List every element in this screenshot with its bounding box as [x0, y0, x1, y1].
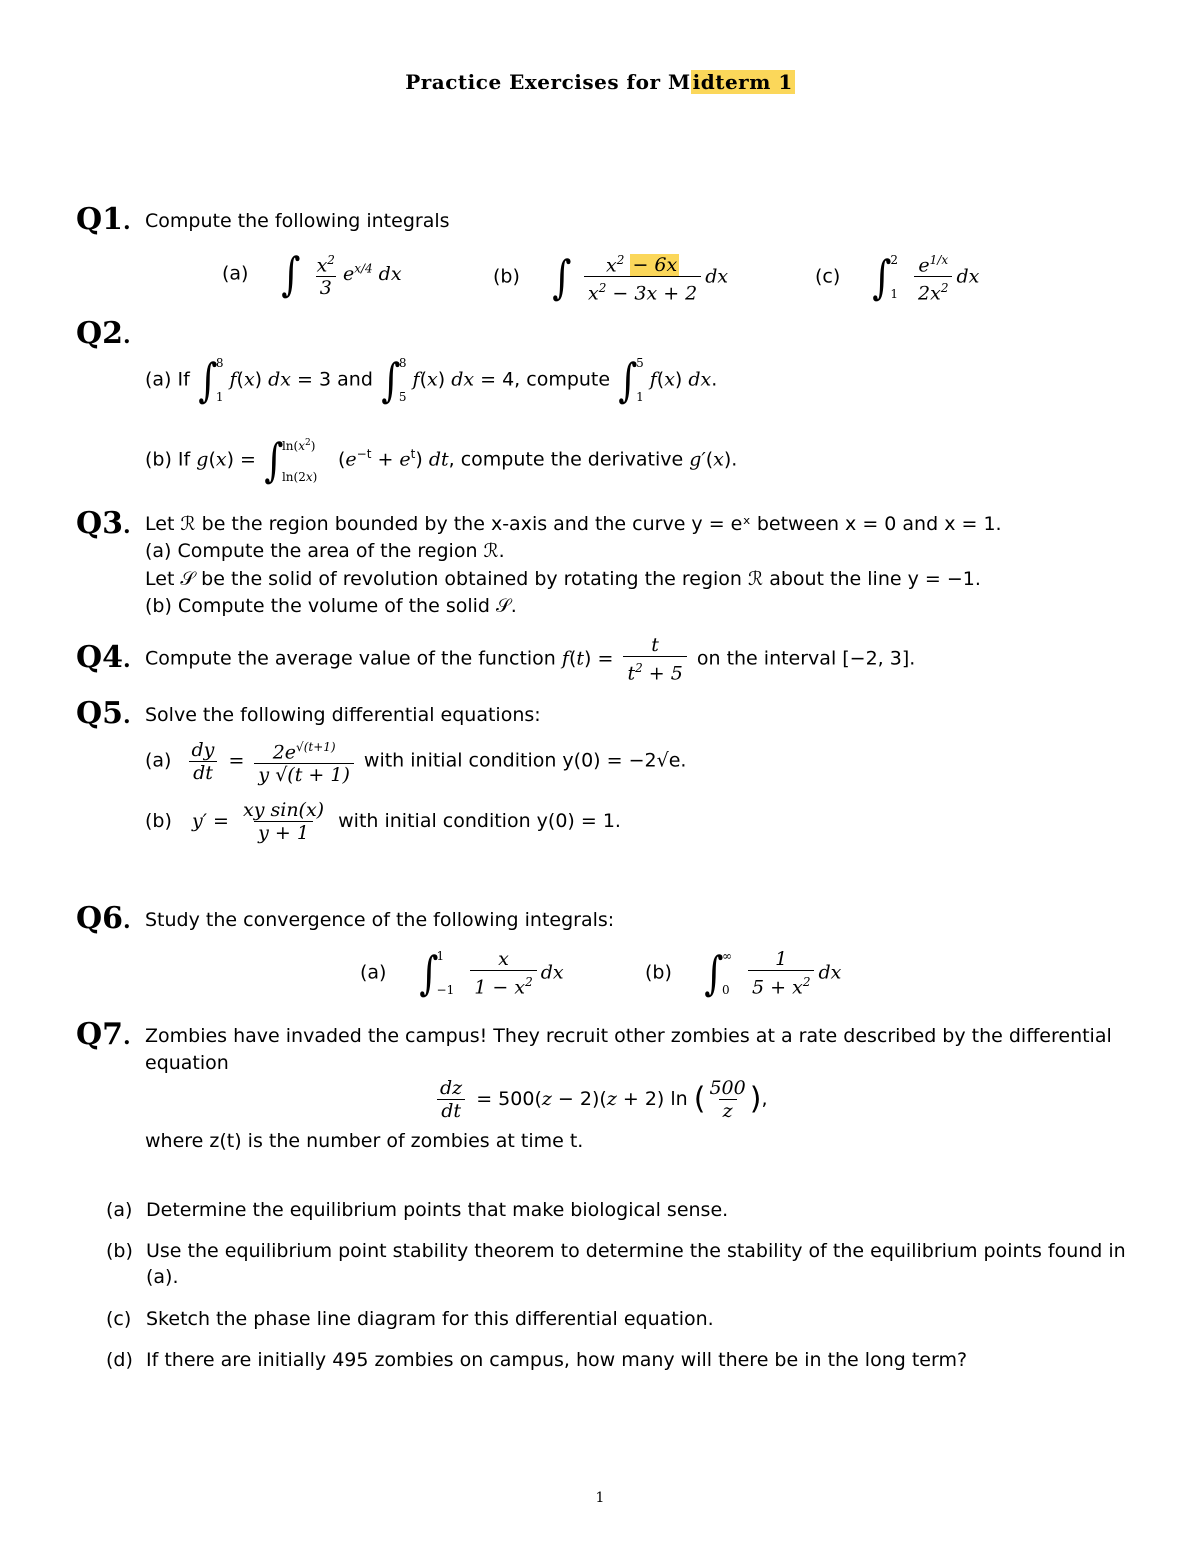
q5-label: Q5.: [76, 696, 131, 731]
q3-line4: (b) Compute the volume of the solid 𝒮.: [145, 595, 517, 617]
q6b: (b) ∫ ∞ 0 $\frac{1}{5 + x^2}$ dx: [645, 946, 842, 1001]
q7-item: (c) Sketch the phase line diagram for this differential equation.: [106, 1308, 714, 1330]
q1a-label: (a): [222, 262, 249, 285]
q5a: (a) $\frac{dy}{dt}$ = $\frac{2e^{√(t+1)}}{y √(t + 1)}$ with initial condition y(0) = −2√e.: [145, 738, 687, 787]
q3-line1: Let ℛ be the region bounded by the x-axis and the curve y = eˣ between x = 0 and x = 1.: [145, 513, 1002, 535]
q7-item: (a) Determine the equilibrium points that make biological sense.: [106, 1199, 729, 1221]
q1-label: Q1.: [76, 202, 131, 237]
q1c: (c) ∫ 2 1 $\frac{e^{1/x}}{2x^2}$ dx: [815, 249, 980, 305]
q7-item: (b) Use the equilibrium point stability theorem to determine the stability of the equilibrium points found in (a).: [106, 1240, 1126, 1288]
q1b-label: (b): [493, 265, 520, 288]
q3-line2: (a) Compute the area of the region ℛ.: [145, 540, 505, 562]
q2-label: Q2.: [76, 316, 131, 351]
q2b: (b) If g(x) = ∫ $\ln(x^2)$ ln(2x) $(e^{-t} + e^t)$ dt, compute the derivative g′(x).: [145, 433, 738, 487]
q2a: (a) If ∫ 8 1 f(x) dx = 3 and ∫ 8 5 f(x) dx = 4, compute ∫ 5 1 f(x) dx.: [145, 353, 718, 407]
q7-equation: $\frac{dz}{dt}$ = 500(z − 2)(z + 2) ln ( $\frac{500}{z}$ ),: [432, 1077, 767, 1122]
q1c-label: (c): [815, 265, 841, 288]
q5b: (b) y′ = $\frac{\text{xy sin(x)}}{y + 1}$ with initial condition y(0) = 1.: [145, 799, 621, 844]
q4-text: Compute the average value of the function f(t) = $\frac{t}{t^2 + 5}$ on the interval [−2, 3].: [145, 634, 916, 685]
q6a: (a) ∫ 1 −1 $\frac{x}{1 - x^2}$ dx: [360, 946, 564, 1001]
q6-label: Q6.: [76, 901, 131, 936]
page-number: 1: [595, 1490, 605, 1506]
q5-text: Solve the following differential equations:: [145, 704, 541, 726]
q1b: (b) ∫ $\frac{x^2 - 6x}{x^2 - 3x + 2}$ dx: [493, 249, 729, 305]
q6-text: Study the convergence of the following integrals:: [145, 909, 615, 931]
q7-label: Q7.: [76, 1017, 131, 1052]
q1a: (a) ∫ $\frac{x^2}{3}$ $e^{x/4}$ dx: [222, 247, 402, 302]
q1-text: Compute the following integrals: [145, 210, 450, 232]
q3-label: Q3.: [76, 506, 131, 541]
q7-intro: Zombies have invaded the campus! They recruit other zombies at a rate described by the differential equation: [145, 1025, 1112, 1074]
page-title: Practice Exercises for M idterm 1: [405, 70, 793, 94]
q4-label: Q4.: [76, 640, 131, 675]
q7-where: where z(t) is the number of zombies at time t.: [145, 1130, 584, 1152]
q3-line3: Let 𝒮 be the solid of revolution obtained by rotating the region ℛ about the line y = −1.: [145, 568, 981, 590]
q7-item: (d) If there are initially 495 zombies on campus, how many will there be in the long term?: [106, 1349, 968, 1371]
title-highlight: idterm 1: [692, 70, 793, 94]
